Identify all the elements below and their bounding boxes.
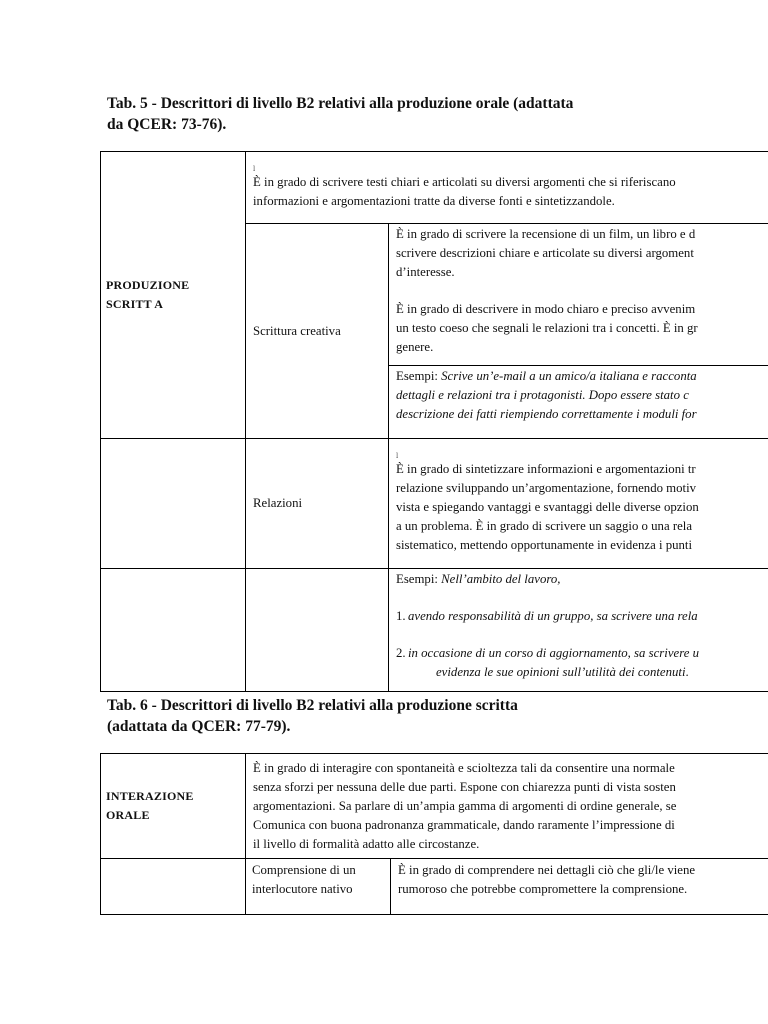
- scrittura-creativa-label: Scrittura creativa: [246, 224, 389, 439]
- tab6-caption: [107, 695, 707, 737]
- tab5-intro-line1: È in grado di scrivere testi chiari e articolati su diversi argomenti che si riferiscano: [253, 174, 676, 189]
- relazioni-label: Relazioni: [246, 439, 389, 569]
- example-item-2: 2. in occasione di un corso di aggiornamento, sa scrivere u: [396, 646, 699, 660]
- example-item-1: 1. avendo responsabilità di un gruppo, sa scrivere una rela: [396, 609, 698, 623]
- comprensione-desc: È in grado di comprendere nei dettagli ciò che gli/le viene rumoroso che potrebbe compromettere la comprensione.: [391, 859, 768, 915]
- tab6-caption-line1: Tab. 6 - Descrittori di livello B2 relativi alla produzione scritta: [107, 697, 518, 714]
- tab5-empty-cell-1: [101, 439, 246, 569]
- tab5-intro-line2: informazioni e argomentazioni tratte da diverse fonti e sintetizzandole.: [253, 193, 615, 208]
- relazioni-desc: ⅼ È in grado di sintetizzare informazioni e argomentazioni tr relazione sviluppando un’argomentazione, fornendo motiv vista e spiegando vantaggi e svantaggi delle diverse opzion a un problema. È in grado di scrivere un saggio o una rela sistematico, mettendo opportunamente in evidenza i punti: [389, 439, 768, 569]
- tab5-intro-cell: ⅼ È in grado di scrivere testi chiari e articolati su diversi argomenti che si riferiscano informazioni e argomentazioni tratte da diverse fonti e sintetizzandole.: [246, 152, 768, 224]
- tab5-empty-cell-2: [101, 569, 246, 692]
- tab5-section-label: PRODUZIONE SCRITT A: [101, 152, 246, 439]
- tab6-intro-cell: È in grado di interagire con spontaneità e scioltezza tali da consentire una normale senza sforzi per nessuna delle due parti. Espone con chiarezza punti di vista sosten argomentazioni. Sa parlare di un’ampia gamma di argomenti di ordine generale, se Comunica con buona padronanza grammaticale, dando raramente l’impressione di il livello di formalità adatto alle circostanze.: [246, 754, 768, 859]
- esempi-relazioni-cell: Esempi: Nell’ambito del lavoro, 1. avendo responsabilità di un gruppo, sa scrivere una rela 2. in occasione di un corso di aggiornamento, sa scrivere u evidenza le sue opinioni sull’utilità dei contenuti.: [389, 569, 768, 692]
- tab6-empty-cell: [101, 859, 246, 915]
- esempi-creativa-cell: Esempi: Scrive un’e-mail a un amico/a italiana e racconta dettagli e relazioni tra i protagonisti. Dopo essere stato c descrizione dei fatti riempiendo correttamente i moduli for: [389, 366, 768, 439]
- tab6-caption-line2: (adattata da QCER: 77-79).: [107, 718, 291, 735]
- tab5-caption-line1: Tab. 5 - Descrittori di livello B2 relativi alla produzione orale (adattata: [107, 95, 574, 112]
- tab6-section-label: INTERAZIONE ORALE: [101, 754, 246, 859]
- tab5-table: [100, 151, 768, 692]
- scrittura-creativa-desc: È in grado di scrivere la recensione di un film, un libro e d scrivere descrizioni chiare e articolate su diversi argoment d’interesse. È in grado di descrivere in modo chiaro e preciso avvenim un testo coeso che segnali le relazioni tra i concetti. È in gr genere.: [389, 224, 768, 366]
- tab5-caption: [107, 93, 707, 135]
- tab5-empty-cell-3: [246, 569, 389, 692]
- tab6-table: [100, 753, 768, 915]
- comprensione-label: Comprensione di un interlocutore nativo: [246, 859, 391, 915]
- tab5-caption-line2: da QCER: 73-76).: [107, 116, 227, 133]
